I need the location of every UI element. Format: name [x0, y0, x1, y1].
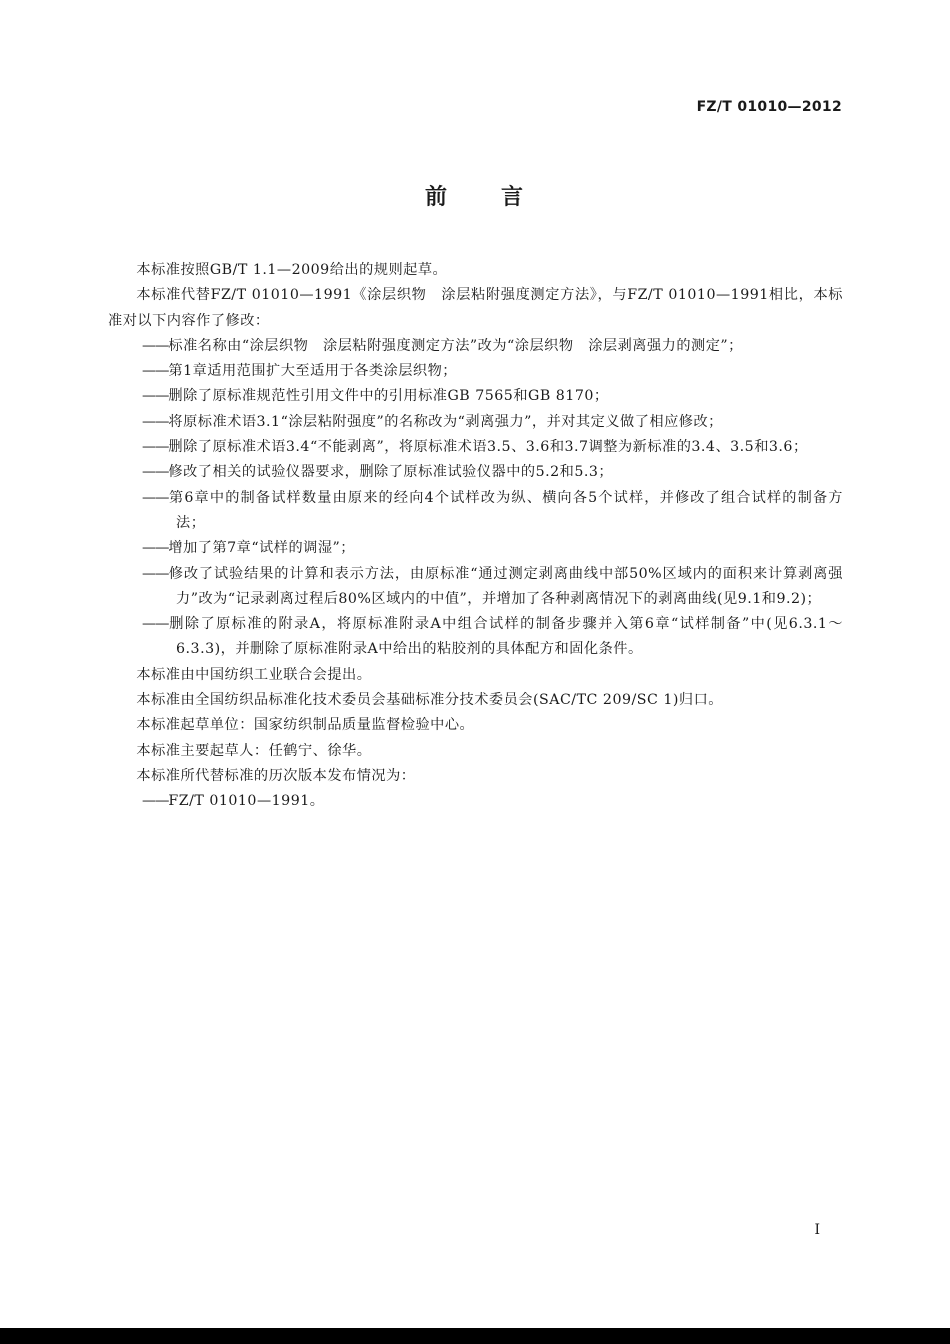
dash-mark: —— [142, 793, 169, 810]
dash-mark: —— [142, 616, 169, 633]
foreword-body [108, 258, 843, 815]
list-item [108, 562, 843, 613]
paragraph: 本标准所代替标准的历次版本发布情况为： [136, 767, 416, 784]
list-item-text: 标准名称由“涂层织物 涂层粘附强度测定方法”改为“涂层织物 涂层剥离强力的测定”； [168, 337, 743, 354]
bottom-border [0, 1328, 950, 1344]
list-item-text: 第1章适用范围扩大至适用于各类涂层织物； [168, 363, 457, 380]
list-item [108, 334, 843, 359]
paragraph: 本标准代替FZ/T 01010—1991《涂层织物 涂层粘附强度测定方法》，与FZ/T 01010—1991相比，本标准对以下内容作了修改： [108, 287, 843, 329]
list-item [108, 612, 843, 663]
dash-mark: —— [142, 388, 169, 405]
paragraph: 本标准起草单位：国家纺织制品质量监督检验中心。 [136, 717, 475, 734]
paragraph: 本标准主要起草人：任鹤宁、徐华。 [136, 742, 372, 759]
dash-mark: —— [142, 413, 169, 430]
list-item-text: 删除了原标准规范性引用文件中的引用标准GB 7565和GB 8170； [168, 388, 609, 405]
dash-mark: —— [142, 337, 169, 354]
dash-mark: —— [142, 565, 169, 582]
dash-mark: —— [142, 540, 169, 557]
list-item [108, 359, 843, 384]
dash-mark: —— [142, 439, 169, 456]
title-char-1: 前 [424, 185, 449, 210]
list-item-text: 增加了第7章“试样的调湿”； [168, 540, 355, 557]
list-item [108, 410, 843, 435]
page-number: I [814, 1222, 820, 1238]
list-item-text: 删除了原标准术语3.4“不能剥离”，将原标准术语3.5、3.6和3.7调整为新标准的3.4、3.5和3.6； [168, 439, 808, 456]
list-item-text: 将原标准术语3.1“涂层粘附强度”的名称改为“剥离强力”，并对其定义做了相应修改； [168, 413, 723, 430]
paragraph: 本标准按照GB/T 1.1—2009给出的规则起草。 [136, 262, 448, 278]
list-item-text: 第6章中的制备试样数量由原来的经向4个试样改为纵、横向各5个试样，并修改了组合试样的制备方法； [168, 489, 843, 531]
list-item-text: 修改了试验结果的计算和表示方法，由原标准“通过测定剥离曲线中部50%区域内的面积来计算剥离强力”改为“记录剥离过程后80%区域内的中值”，并增加了各种剥离情况下的剥离曲线(见9.1和9.2)； [168, 565, 843, 607]
list-item-text: 修改了相关的试验仪器要求，删除了原标准试验仪器中的5.2和5.3； [168, 464, 614, 481]
title-char-2: 言 [501, 185, 526, 210]
dash-mark: —— [142, 489, 169, 506]
history-item-text: FZ/T 01010—1991。 [168, 793, 325, 810]
list-item [108, 435, 843, 460]
dash-mark: —— [142, 363, 169, 380]
list-item [108, 384, 843, 409]
list-item [108, 460, 843, 485]
history-item [108, 789, 843, 814]
standard-code: FZ/T 01010—2012 [696, 99, 842, 115]
list-item [108, 486, 843, 537]
paragraph: 本标准由中国纺织工业联合会提出。 [136, 666, 372, 683]
page-title [0, 180, 950, 211]
dash-mark: —— [142, 464, 169, 481]
list-item [108, 536, 843, 561]
paragraph: 本标准由全国纺织品标准化技术委员会基础标准分技术委员会(SAC/TC 209/SC 1)归口。 [136, 692, 723, 709]
list-item-text: 删除了原标准的附录A，将原标准附录A中组合试样的制备步骤并入第6章“试样制备”中(见6.3.1～6.3.3)，并删除了原标准附录A中给出的粘胶剂的具体配方和固化条件。 [168, 616, 843, 658]
